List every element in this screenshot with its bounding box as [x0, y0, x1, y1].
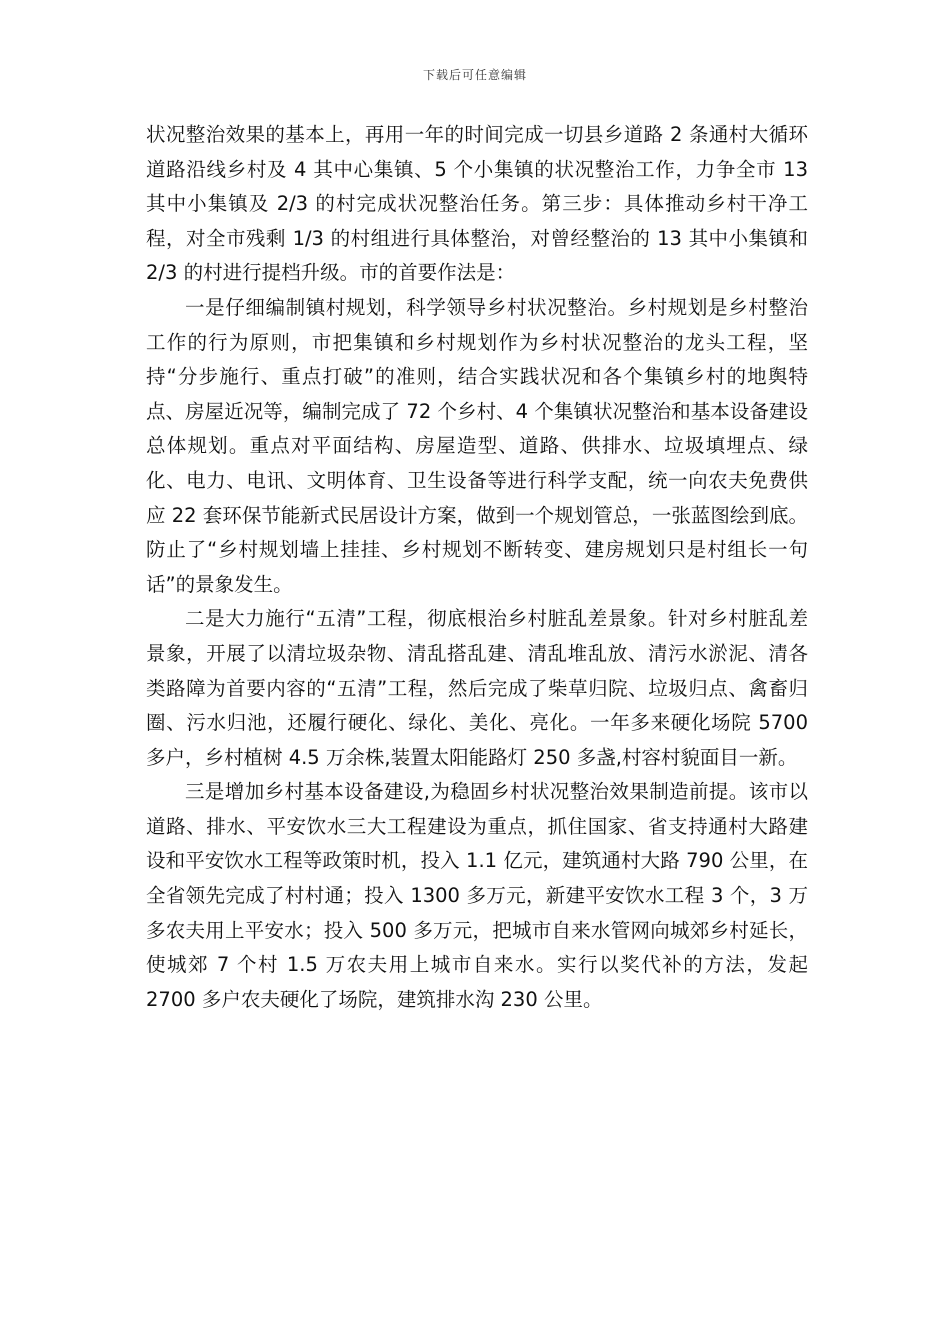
paragraph-continuation: 状况整治效果的基本上，再用一年的时间完成一切县乡道路 2 条通村大循环道路沿线乡村及 4 其中心集镇、5 个小集镇的状况整治工作，力争全市 13 其中小集镇及 2/3 的村完成状况整治任务。第三步：具体推动乡村干净工程，对全市残剩 1/3 的村组进行具体整治，对曾经整治的 13 其中小集镇和 2/3 的村进行提档升级。市的首要作法是：	[146, 123, 808, 285]
paragraph-five-clean: 二是大力施行“五清”工程，彻底根治乡村脏乱差景象。针对乡村脏乱差景象，开展了以清垃圾杂物、清乱搭乱建、清乱堆乱放、清污水淤泥、清各类路障为首要内容的“五清”工程，然后完成了柴草归院、垃圾归点、禽畜归圈、污水归池，还履行硬化、绿化、美化、亮化。一年多来硬化场院 5700 多户，乡村植树 4.5 万余株,装置太阳能路灯 250 多盏,村容村貌面目一新。	[146, 607, 808, 769]
paragraph-planning: 一是仔细编制镇村规划，科学领导乡村状况整治。乡村规划是乡村整治工作的行为原则，市把集镇和乡村规划作为乡村状况整治的龙头工程，坚持“分步施行、重点打破”的准则，结合实践状况和各个集镇乡村的地舆特点、房屋近况等，编制完成了 72 个乡村、4 个集镇状况整治和基本设备建设总体规划。重点对平面结构、房屋造型、道路、供排水、垃圾填埋点、绿化、电力、电讯、文明体育、卫生设备等进行科学支配，统一向农夫免费供应 22 套环保节能新式民居设计方案，做到一个规划管总，一张蓝图绘到底。防止了“乡村规划墙上挂挂、乡村规划不断转变、建房规划只是村组长一句话”的景象发生。	[146, 295, 808, 596]
paragraph-infrastructure: 三是增加乡村基本设备建设,为稳固乡村状况整治效果制造前提。该市以道路、排水、平安饮水三大工程建设为重点，抓住国家、省支持通村大路建设和平安饮水工程等政策时机，投入 1.1 亿元，建筑通村大路 790 公里，在全省领先完成了村村通；投入 1300 多万元，新建平安饮水工程 3 个，3 万多农夫用上平安水；投入 500 多万元，把城市自来水管网向城郊乡村延长，使城郊 7 个村 1.5 万农夫用上城市自来水。实行以奖代补的方法，发起 2700 多户农夫硬化了场院，建筑排水沟 230 公里。	[146, 780, 808, 1011]
document-body	[146, 118, 808, 1017]
page-header: 下载后可任意编辑	[422, 68, 527, 82]
